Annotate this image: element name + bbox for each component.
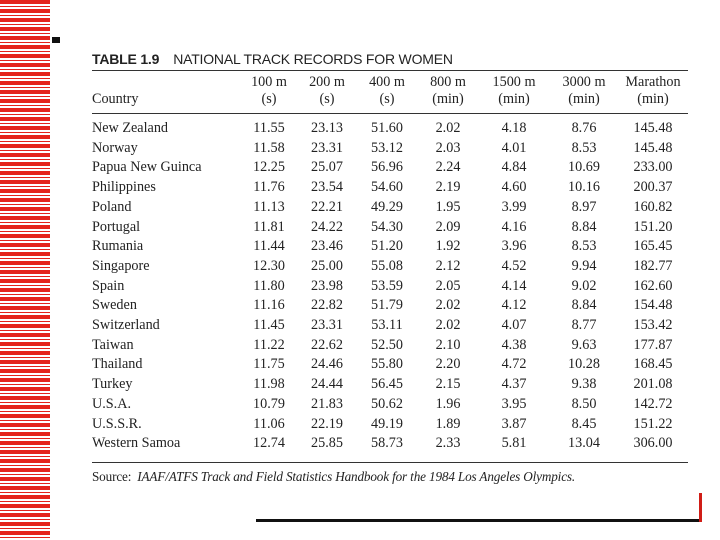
record-cell: 25.00: [311, 257, 343, 274]
record-cell: 11.75: [253, 356, 285, 373]
record-cell: 153.42: [633, 317, 673, 334]
table-heading: NATIONAL TRACK RECORDS FOR WOMEN: [173, 51, 453, 67]
record-cell: 165.45: [633, 238, 673, 255]
record-cell: 2.19: [435, 179, 461, 196]
record-cell: 11.13: [253, 198, 285, 215]
table-row: [92, 178, 688, 198]
record-cell: 10.28: [568, 356, 600, 373]
record-cell: 23.46: [311, 238, 343, 255]
table-number: TABLE 1.9: [92, 51, 160, 67]
country-cell: Philippines: [92, 179, 156, 196]
table-row: [92, 139, 688, 159]
record-cell: 2.03: [435, 139, 461, 156]
table-header-row: [92, 71, 688, 114]
record-cell: 8.84: [571, 297, 597, 314]
table-row: [92, 375, 688, 395]
record-cell: 11.06: [253, 415, 285, 432]
record-cell: 23.98: [311, 277, 343, 294]
record-cell: 11.22: [253, 336, 285, 353]
record-cell: 4.12: [501, 297, 527, 314]
record-cell: 3.95: [501, 395, 527, 412]
decorative-striped-border: [0, 0, 50, 540]
table-row: [92, 257, 688, 277]
country-cell: U.S.S.R.: [92, 415, 142, 432]
record-cell: 2.02: [435, 297, 461, 314]
record-cell: 2.33: [435, 435, 461, 452]
record-cell: 51.60: [371, 120, 403, 136]
record-cell: 9.63: [571, 336, 597, 353]
record-cell: 8.97: [571, 198, 597, 215]
country-cell: Switzerland: [92, 317, 160, 334]
record-cell: 8.76: [571, 120, 597, 136]
record-cell: 182.77: [633, 257, 673, 274]
record-cell: 22.82: [311, 297, 343, 314]
record-cell: 2.05: [435, 277, 461, 294]
country-cell: Rumania: [92, 238, 144, 255]
record-cell: 306.00: [633, 435, 673, 452]
record-cell: 23.31: [311, 317, 343, 334]
record-cell: 8.84: [571, 218, 597, 235]
record-cell: 8.45: [571, 415, 597, 432]
record-cell: 8.53: [571, 139, 597, 156]
record-cell: 11.45: [253, 317, 285, 334]
table-row: [92, 158, 688, 178]
record-cell: 25.07: [311, 159, 343, 176]
record-cell: 12.74: [253, 435, 285, 452]
record-cell: 2.10: [435, 336, 461, 353]
record-cell: 151.20: [633, 218, 673, 235]
country-cell: Turkey: [92, 376, 133, 393]
table-row: [92, 237, 688, 257]
record-cell: 2.02: [435, 317, 461, 334]
record-cell: 142.72: [633, 395, 673, 412]
record-cell: 3.87: [501, 415, 527, 432]
record-cell: 177.87: [633, 336, 673, 353]
record-cell: 53.59: [371, 277, 403, 294]
record-cell: 9.38: [571, 376, 597, 393]
record-cell: 11.98: [253, 376, 285, 393]
record-cell: 1.96: [435, 395, 461, 412]
column-header: 400 m (s): [369, 74, 405, 107]
record-cell: 11.58: [253, 139, 285, 156]
record-cell: 56.45: [371, 376, 403, 393]
record-cell: 4.18: [501, 120, 527, 136]
record-cell: 21.83: [311, 395, 343, 412]
record-cell: 5.81: [501, 435, 527, 452]
record-cell: 8.77: [571, 317, 597, 334]
record-cell: 49.19: [371, 415, 403, 432]
record-cell: 162.60: [633, 277, 673, 294]
country-cell: Western Samoa: [92, 435, 181, 452]
record-cell: 4.37: [501, 376, 527, 393]
country-cell: Papua New Guinca: [92, 159, 202, 176]
record-cell: 52.50: [371, 336, 403, 353]
record-cell: 11.16: [253, 297, 285, 314]
record-cell: 2.24: [435, 159, 461, 176]
track-records-table-panel: [92, 48, 688, 485]
record-cell: 49.29: [371, 198, 403, 215]
record-cell: 11.55: [253, 120, 285, 136]
column-header: 1500 m (min): [492, 74, 536, 107]
table-row: [92, 277, 688, 297]
record-cell: 58.73: [371, 435, 403, 452]
source-note: [92, 462, 688, 485]
record-cell: 145.48: [633, 120, 673, 136]
record-cell: 233.00: [633, 159, 673, 176]
record-cell: 4.60: [501, 179, 527, 196]
record-cell: 4.07: [501, 317, 527, 334]
record-cell: 55.08: [371, 257, 403, 274]
country-cell: Taiwan: [92, 336, 134, 353]
table-row: [92, 218, 688, 238]
record-cell: 2.09: [435, 218, 461, 235]
source-text: IAAF/ATFS Track and Field Statistics Handbook for the 1984 Los Angeles Olympics.: [137, 468, 576, 484]
column-header: 3000 m (min): [562, 74, 606, 107]
table-title: [92, 48, 688, 70]
record-cell: 10.79: [253, 395, 285, 412]
country-cell: Spain: [92, 277, 125, 294]
country-cell: Singapore: [92, 257, 150, 274]
record-cell: 4.01: [501, 139, 527, 156]
record-cell: 145.48: [633, 139, 673, 156]
record-cell: 51.20: [371, 238, 403, 255]
record-cell: 2.15: [435, 376, 461, 393]
record-cell: 53.12: [371, 139, 403, 156]
record-cell: 11.81: [253, 218, 285, 235]
record-cell: 4.84: [501, 159, 527, 176]
record-cell: 24.44: [311, 376, 343, 393]
record-cell: 11.44: [253, 238, 285, 255]
record-cell: 54.30: [371, 218, 403, 235]
record-cell: 9.94: [571, 257, 597, 274]
record-cell: 2.02: [435, 120, 461, 136]
record-cell: 151.22: [633, 415, 673, 432]
record-cell: 24.22: [311, 218, 343, 235]
record-cell: 2.12: [435, 257, 461, 274]
country-cell: Norway: [92, 139, 138, 156]
record-cell: 23.31: [311, 139, 343, 156]
country-cell: New Zealand: [92, 120, 169, 136]
record-cell: 4.52: [501, 257, 527, 274]
column-header: 200 m (s): [309, 74, 345, 107]
column-header: Marathon (min): [625, 74, 681, 107]
record-cell: 55.80: [371, 356, 403, 373]
record-cell: 160.82: [633, 198, 673, 215]
record-cell: 53.11: [371, 317, 403, 334]
record-cell: 2.20: [435, 356, 461, 373]
slide-bottom-rule: [256, 519, 702, 522]
record-cell: 154.48: [633, 297, 673, 314]
country-cell: Sweden: [92, 297, 137, 314]
record-cell: 1.89: [435, 415, 461, 432]
record-cell: 50.62: [371, 395, 403, 412]
column-header: 800 m (min): [430, 74, 466, 107]
record-cell: 200.37: [633, 179, 673, 196]
record-cell: 12.25: [253, 159, 285, 176]
column-header: Country: [92, 91, 139, 107]
country-cell: Poland: [92, 198, 132, 215]
country-cell: Portugal: [92, 218, 141, 235]
record-cell: 8.53: [571, 238, 597, 255]
record-cell: 22.62: [311, 336, 343, 353]
country-cell: U.S.A.: [92, 395, 132, 412]
source-label: Source:: [92, 468, 132, 484]
record-cell: 4.16: [501, 218, 527, 235]
record-cell: 22.21: [311, 198, 343, 215]
record-cell: 24.46: [311, 356, 343, 373]
table-row: [92, 198, 688, 218]
record-cell: 3.99: [501, 198, 527, 215]
record-cell: 56.96: [371, 159, 403, 176]
record-cell: 4.38: [501, 336, 527, 353]
record-cell: 54.60: [371, 179, 403, 196]
record-cell: 168.45: [633, 356, 673, 373]
record-cell: 4.72: [501, 356, 527, 373]
table-row: [92, 316, 688, 336]
record-cell: 12.30: [253, 257, 285, 274]
slide-bullet-marker: [52, 37, 60, 43]
table-row: [92, 119, 688, 139]
record-cell: 4.14: [501, 277, 527, 294]
record-cell: 23.54: [311, 179, 343, 196]
record-cell: 10.16: [568, 179, 600, 196]
column-header: 100 m (s): [251, 74, 287, 107]
record-cell: 3.96: [501, 238, 527, 255]
table-body: [92, 119, 688, 454]
table-row: [92, 355, 688, 375]
records-table: [92, 71, 688, 454]
record-cell: 1.95: [435, 198, 461, 215]
table-row: [92, 336, 688, 356]
country-cell: Thailand: [92, 356, 143, 373]
record-cell: 10.69: [568, 159, 600, 176]
record-cell: 22.19: [311, 415, 343, 432]
table-row: [92, 296, 688, 316]
table-row: [92, 395, 688, 415]
record-cell: 1.92: [435, 238, 461, 255]
record-cell: 8.50: [571, 395, 597, 412]
record-cell: 201.08: [633, 376, 673, 393]
record-cell: 11.76: [253, 179, 285, 196]
record-cell: 9.02: [571, 277, 597, 294]
table-row: [92, 434, 688, 454]
record-cell: 25.85: [311, 435, 343, 452]
record-cell: 11.80: [253, 277, 285, 294]
record-cell: 13.04: [568, 435, 600, 452]
record-cell: 23.13: [311, 120, 343, 136]
slide-corner-tick: [699, 493, 702, 522]
table-row: [92, 415, 688, 435]
record-cell: 51.79: [371, 297, 403, 314]
